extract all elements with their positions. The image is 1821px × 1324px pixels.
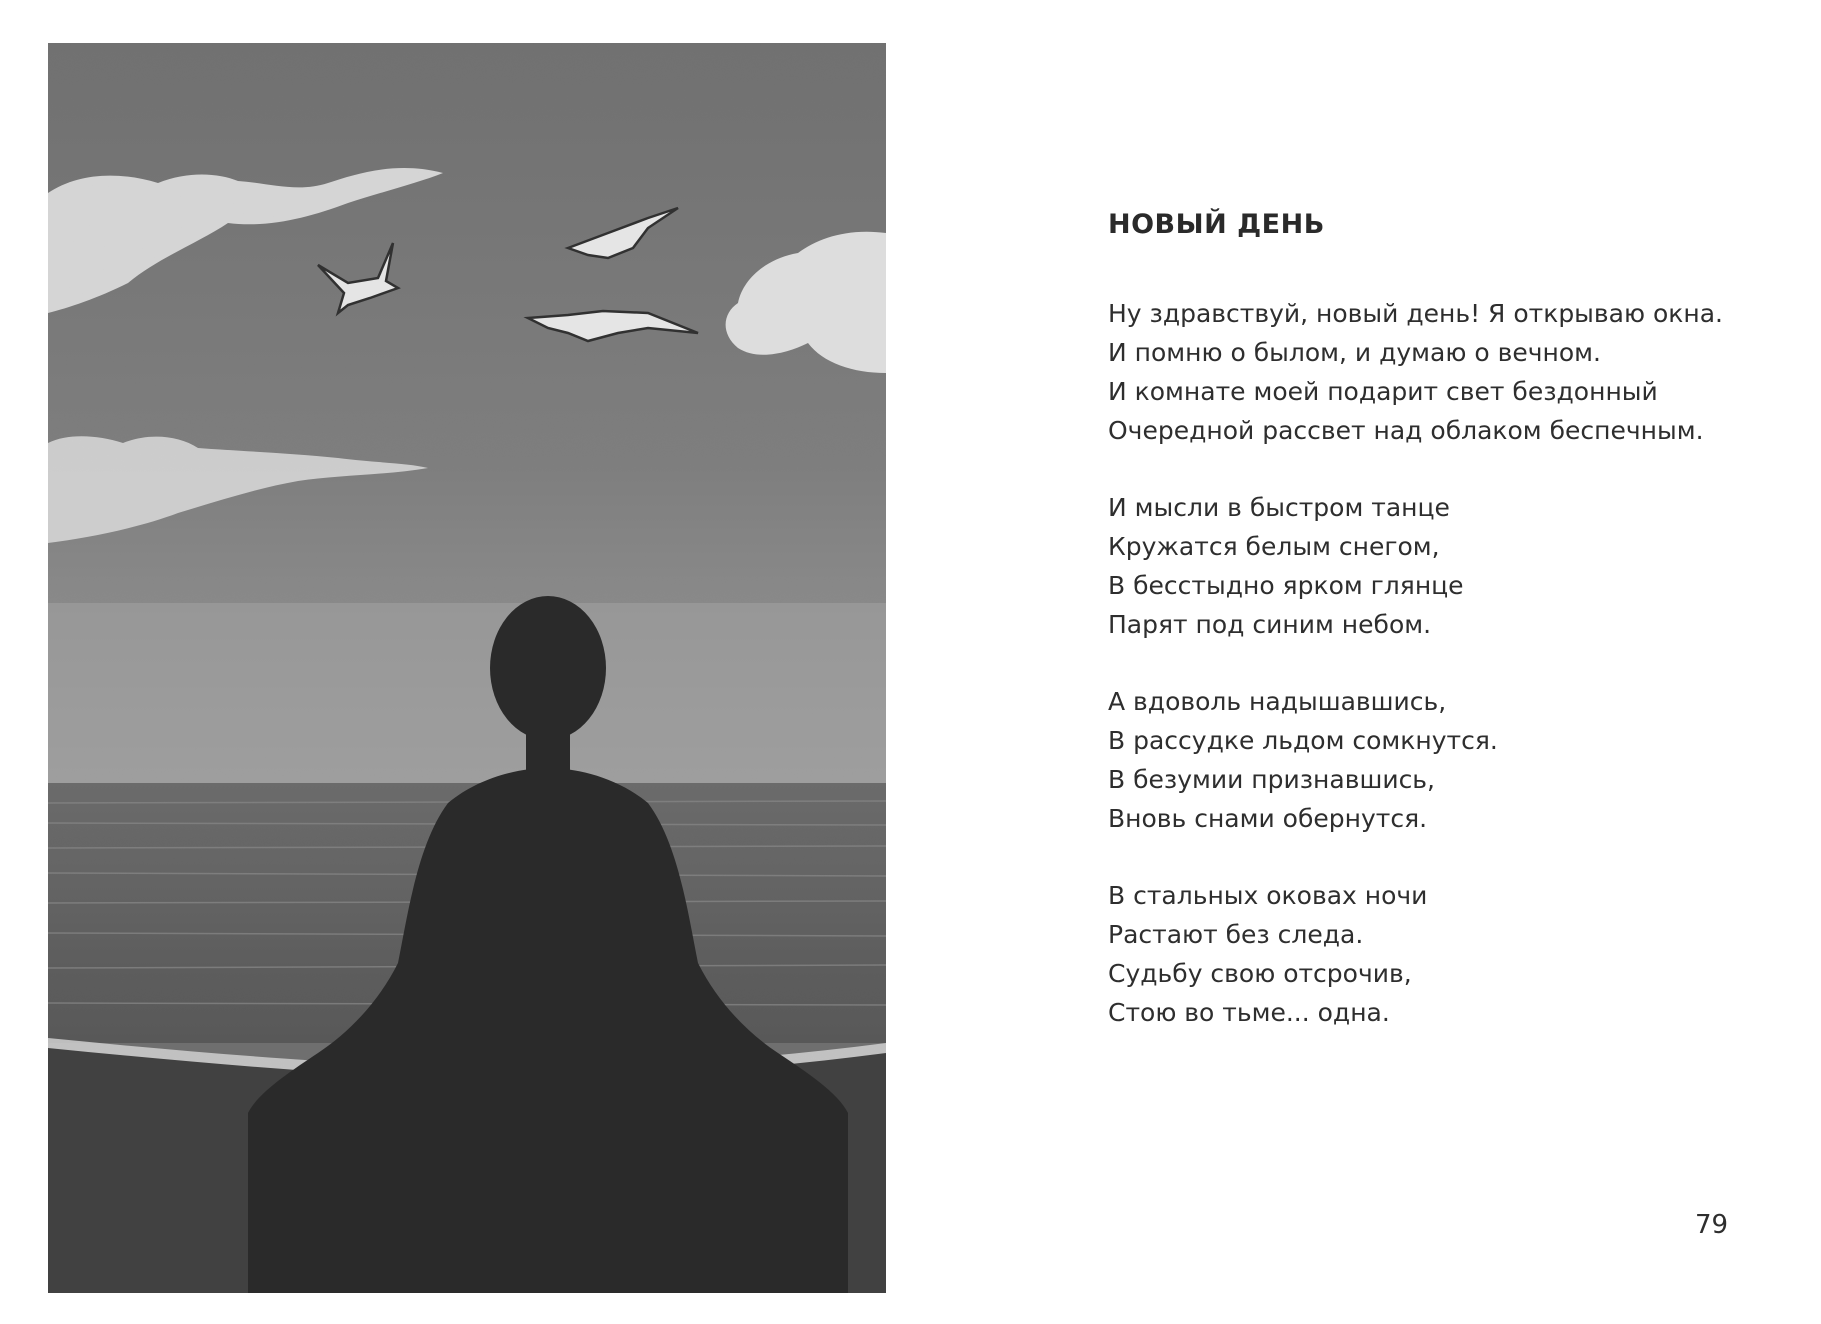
seascape-drawing [48, 43, 886, 1293]
stanza-1 [1108, 294, 1748, 450]
poem-line: В безумии признавшись, [1108, 765, 1435, 794]
poem-line: А вдоволь надышавшись, [1108, 687, 1447, 716]
poem-line: В бесстыдно ярком глянце [1108, 571, 1464, 600]
page-number: 79 [1695, 1210, 1729, 1240]
stanza-3 [1108, 682, 1748, 838]
poem-line: Кружатся белым снегом, [1108, 532, 1440, 561]
poem-line: Судьбу свою отсрочив, [1108, 959, 1412, 988]
poem-line: Парят под синим небом. [1108, 610, 1432, 639]
stanza-4 [1108, 876, 1748, 1032]
poem-line: И помню о былом, и думаю о вечном. [1108, 338, 1601, 367]
poem-page [1108, 200, 1748, 1250]
meditation-illustration [48, 43, 886, 1293]
poem-line: И мысли в быстром танце [1108, 493, 1450, 522]
poem-line: Очередной рассвет над облаком беспечным. [1108, 416, 1704, 445]
stanza-2 [1108, 488, 1748, 644]
poem-line: Стою во тьме... одна. [1108, 998, 1390, 1027]
poem-line: В стальных оковах ночи [1108, 881, 1428, 910]
poem-line: И комнате моей подарит свет бездонный [1108, 377, 1658, 406]
poem-line: Растают без следа. [1108, 920, 1364, 949]
poem-title: НОВЫЙ ДЕНЬ [1108, 209, 1325, 240]
poem-line: Ну здравствуй, новый день! Я открываю окна. [1108, 299, 1723, 328]
poem-line: В рассудке льдом сомкнутся. [1108, 726, 1498, 755]
poem-line: Вновь снами обернутся. [1108, 804, 1428, 833]
